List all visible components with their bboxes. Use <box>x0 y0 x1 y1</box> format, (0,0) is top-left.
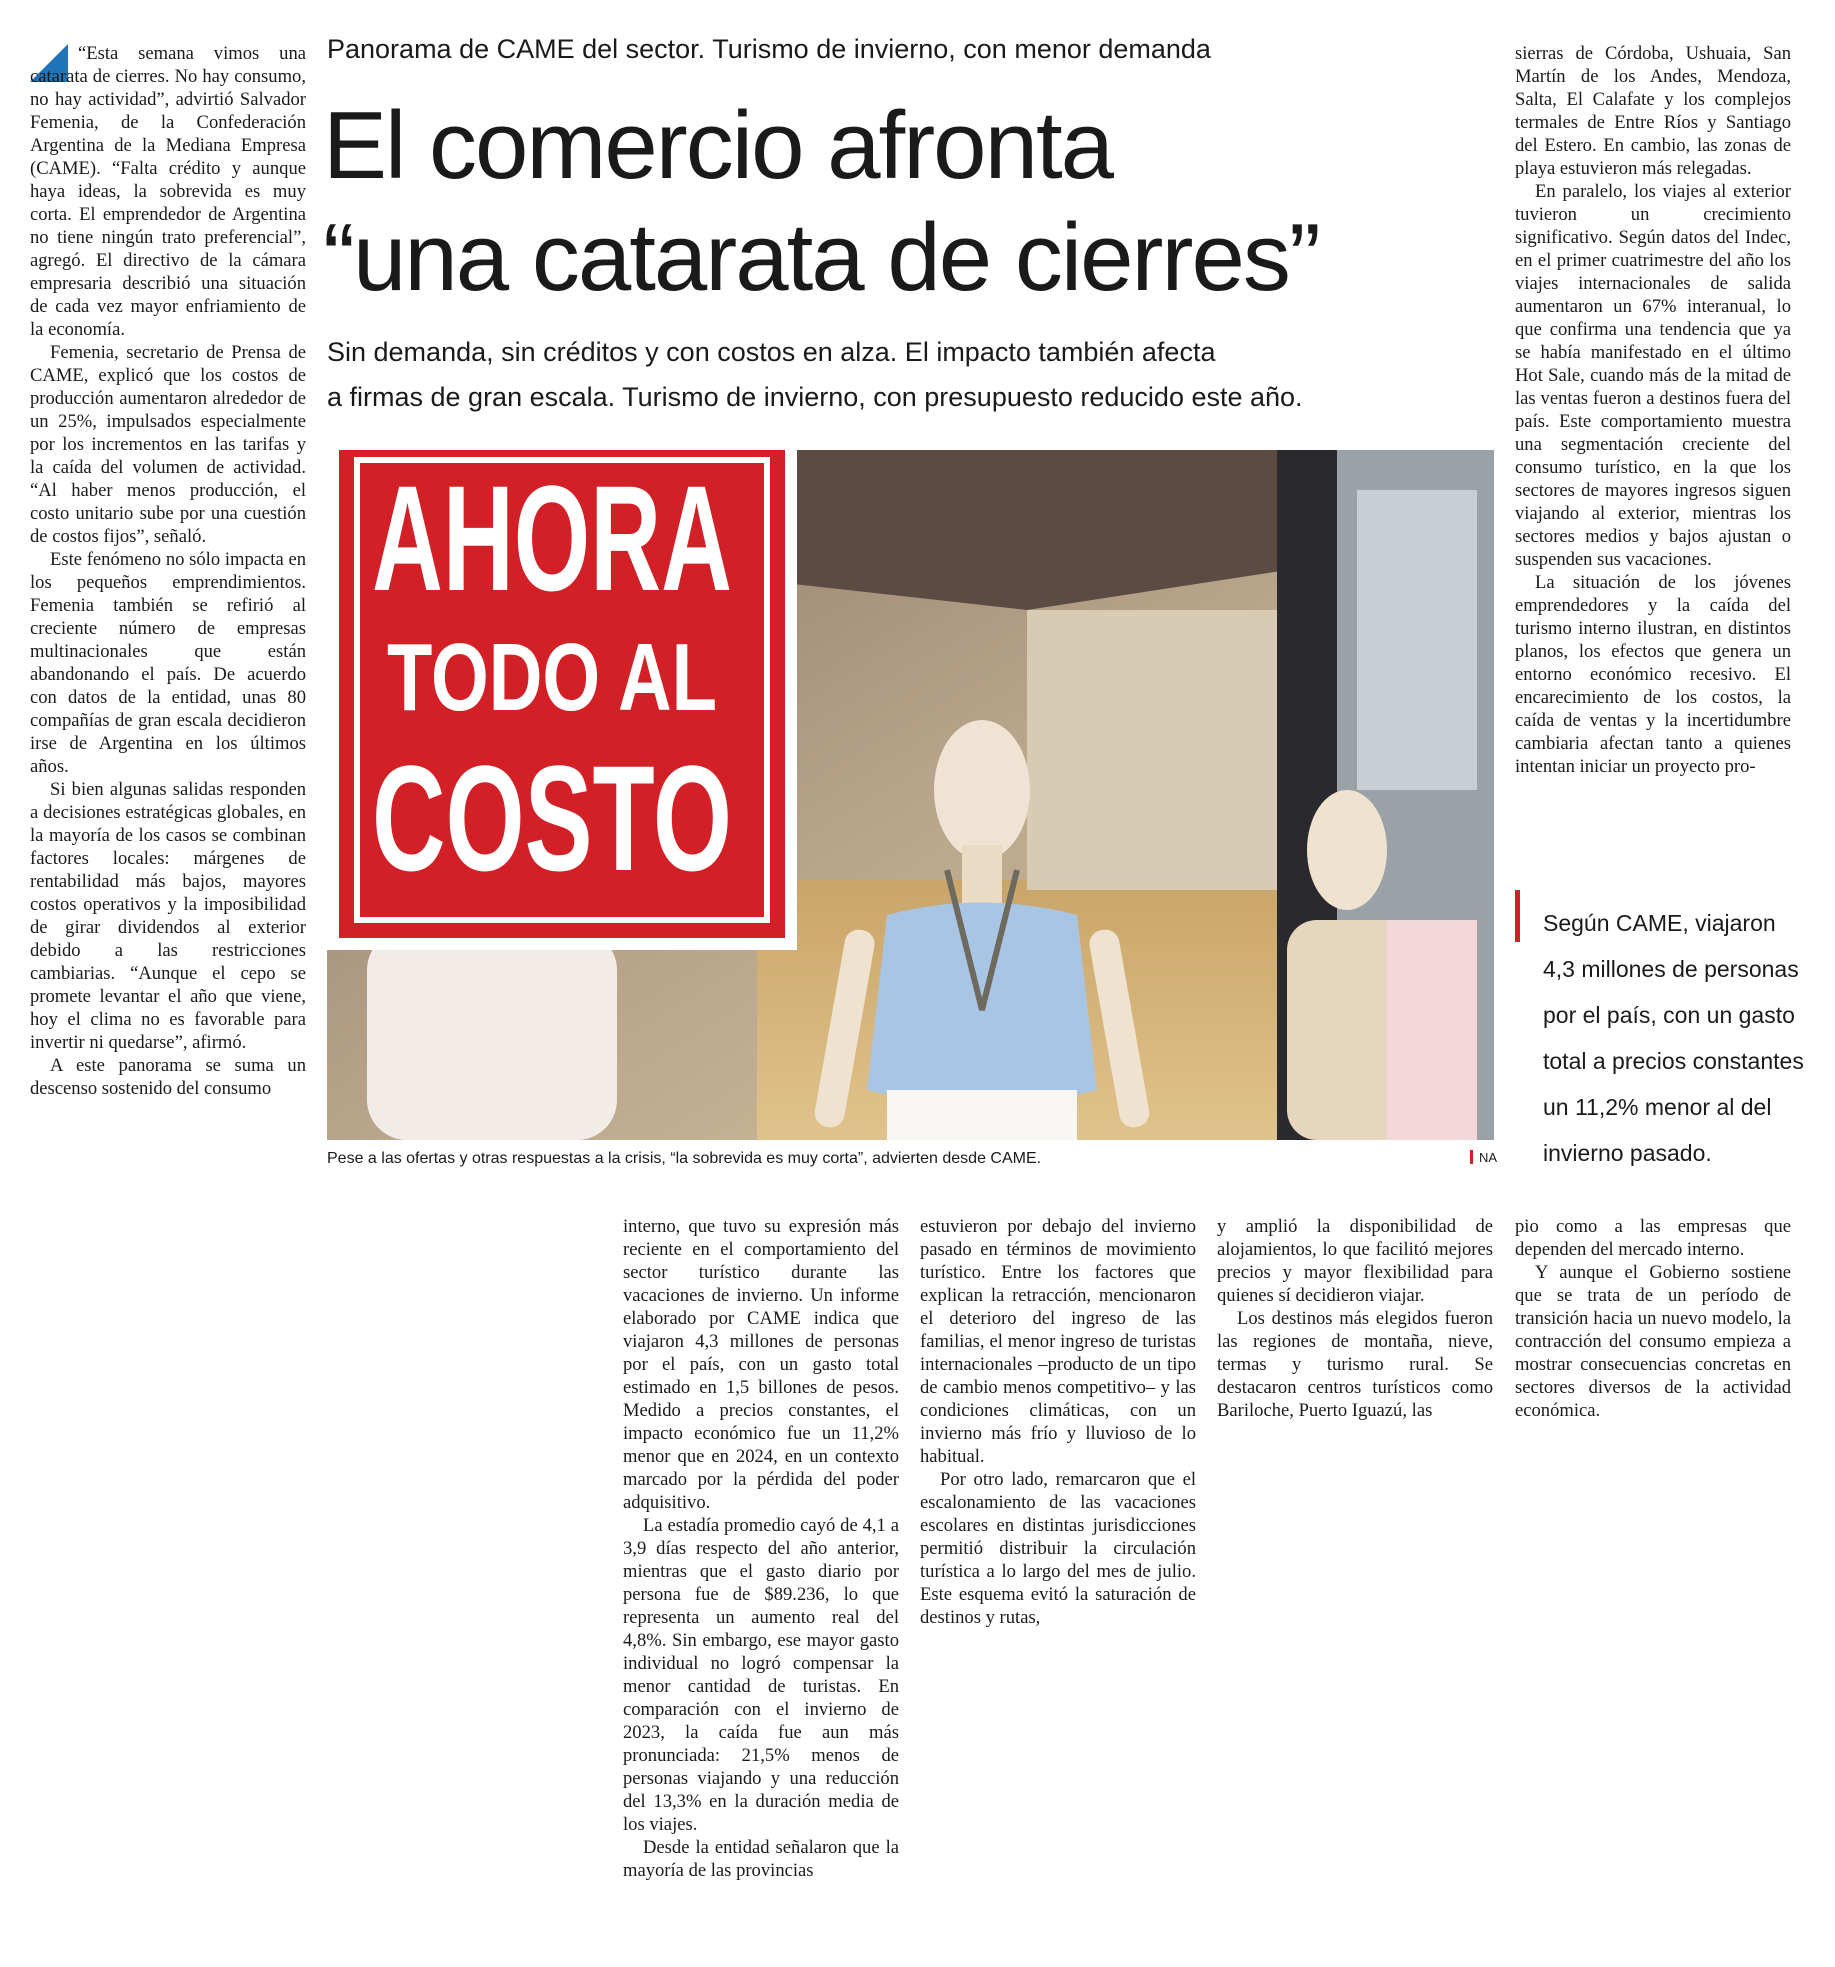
article-column-right <box>1515 42 1791 778</box>
paragraph: Los destinos más elegidos fueron las regiones de montaña, nieve, termas y turismo rural. Se destacaron centros turísticos como Bariloche, Puerto Iguazú, las <box>1217 1308 1493 1421</box>
paragraph: La estadía promedio cayó de 4,1 a 3,9 días respecto del año anterior, mientras que el gasto diario por persona fue de $89.236, lo que representa un aumento real del 4,8%. Sin embargo, ese mayor gasto individual no logró compensar la menor cantidad de turistas. En comparación con el invierno de 2023, la caída fue aun más pronunciada: 21,5% menos de personas viajando y una reducción del 13,3% en la duración media de los viajes. <box>623 1515 899 1835</box>
pull-quote-line: 4,3 millones de personas <box>1543 956 1799 982</box>
paragraph: y amplió la disponibilidad de alojamientos, lo que facilitó mejores precios y mayor flexibilidad para quienes sí decidieron viajar. <box>1217 1216 1493 1306</box>
paragraph: Femenia, secretario de Prensa de CAME, explicó que los costos de producción aumentaron alrededor de un 25%, impulsados especialmente por los incrementos en las tarifas y la caída del volumen de actividad. “Al haber menos producción, el costo unitario sube por una cuestión de costos fijos”, señaló. <box>30 342 306 547</box>
paragraph: Y aunque el Gobierno sostiene que se trata de un período de transición hacia un nuevo modelo, la contracción del consumo empieza a mostrar consecuencias concretas en sectores diversos de la actividad económica. <box>1515 1262 1791 1421</box>
article-column-bottom-1 <box>623 1215 899 1882</box>
headline-line: “una catarata de cierres” <box>323 204 1319 311</box>
pull-quote-bar <box>1515 890 1520 942</box>
deck-line: a firmas de gran escala. Turismo de invierno, con presupuesto reducido este año. <box>327 382 1303 412</box>
paragraph: A este panorama se suma un descenso sostenido del consumo <box>30 1055 306 1099</box>
photo-caption: Pese a las ofertas y otras respuestas a la crisis, “la sobrevida es muy corta”, advierten desde CAME. <box>327 1150 1042 1167</box>
pull-quote-line: un 11,2% menor al del <box>1543 1094 1772 1120</box>
headline-line: El comercio afronta <box>323 92 1113 199</box>
shop-window-illustration <box>327 450 1494 1140</box>
pull-quote-line: invierno pasado. <box>1543 1140 1712 1166</box>
article-column-left <box>30 42 306 1100</box>
paragraph: En paralelo, los viajes al exterior tuvieron un crecimiento significativo. Según datos del Indec, en el primer cuatrimestre del año los viajes internacionales de salida aumentaron un 67% interanual, lo que confirma una tendencia que ya se había manifestado en el último Hot Sale, cuando más de la mitad de las ventas fueron a destinos fuera del país. Este comportamiento muestra una segmentación creciente del consumo turístico, en la que los sectores de mayores ingresos siguen viajando al exterior, mientras los sectores medios y bajos ajustan o suspenden sus vacaciones. <box>1515 181 1791 570</box>
paragraph: sierras de Córdoba, Ushuaia, San Martín de los Andes, Mendoza, Salta, El Calafate y los complejos termales de Entre Ríos y Santiago del Estero. En cambio, las zonas de playa estuvieron más relegadas. <box>1515 43 1791 179</box>
sign-line-3: COSTO <box>372 734 732 902</box>
credit-marker <box>1470 1150 1473 1164</box>
paragraph: Si bien algunas salidas responden a decisiones estratégicas globales, en la mayoría de los casos se combinan factores locales: márgenes de rentabilidad más bajos, mayores costos operativos y la imposibilidad de girar dividendos al exterior debido a las restricciones cambiarias. “Aunque el cepo se promete levantar el año que viene, hoy el clima no es favorable para invertir ni quedarse”, afirmó. <box>30 779 306 1053</box>
article-column-bottom-3 <box>1217 1215 1493 1422</box>
paragraph: Este fenómeno no sólo impacta en los pequeños emprendimientos. Femenia también se refirió al creciente número de empresas multinacionales que están abandonando el país. De acuerdo con datos de la entidad, unas 80 compañías de gran escala decidieron irse de Argentina en los últimos años. <box>30 549 306 777</box>
paragraph: estuvieron por debajo del invierno pasado en términos de movimiento turístico. Entre los factores que explican la retracción, mencionaron el deterioro del ingreso de las familias, el menor ingreso de turistas internacionales –producto de un tipo de cambio menos competitivo– y las condiciones climáticas, con un invierno más frío y lluvioso de lo habitual. <box>920 1216 1196 1467</box>
paragraph: “Esta semana vimos una catarata de cierres. No hay consumo, no hay actividad”, advirtió Salvador Femenia, de la Confederación Argentina de la Mediana Empresa (CAME). “Falta crédito y aunque haya ideas, la sobrevida es muy corta. El emprendedor de Argentina no tiene ningún trato preferencial”, agregó. El directivo de la cámara empresaria describió una situación de cada vez mayor enfriamiento de la economía. <box>30 43 306 340</box>
credit-label: NA <box>1479 1150 1498 1165</box>
article-column-bottom-2 <box>920 1215 1196 1629</box>
deck-line: Sin demanda, sin créditos y con costos en alza. El impacto también afecta <box>327 337 1216 367</box>
sign-line-1: AHORA <box>372 454 732 622</box>
article-kicker: Panorama de CAME del sector. Turismo de invierno, con menor demanda <box>327 34 1211 64</box>
paragraph: Desde la entidad señalaron que la mayoría de las provincias <box>623 1837 899 1881</box>
sign-line-2: TODO AL <box>387 624 717 731</box>
pull-quote-line: por el país, con un gasto <box>1543 1002 1795 1028</box>
article-deck <box>327 330 1477 420</box>
article-column-bottom-4 <box>1515 1215 1791 1422</box>
paragraph: Por otro lado, remarcaron que el escalonamiento de las vacaciones escolares en distintas jurisdicciones permitió distribuir la circulación turística a lo largo del mes de julio. Este esquema evitó la saturación de destinos y rutas, <box>920 1469 1196 1628</box>
paragraph: pio como a las empresas que dependen del mercado interno. <box>1515 1216 1791 1260</box>
pull-quote-text <box>1543 900 1833 1176</box>
pull-quote-line: Según CAME, viajaron <box>1543 910 1776 936</box>
article-headline <box>323 90 1503 314</box>
article-photo <box>327 450 1494 1140</box>
paragraph: interno, que tuvo su expresión más reciente en el comportamiento del sector turístico durante las vacaciones de invierno. Un informe elaborado por CAME indica que viajaron 4,3 millones de personas por el país, con un gasto total estimado en 1,5 billones de pesos. Medido a precios constantes, el impacto económico fue un 11,2% menor que en 2024, en un contexto marcado por la pérdida del poder adquisitivo. <box>623 1216 899 1513</box>
pull-quote-line: total a precios constantes <box>1543 1048 1804 1074</box>
photo-credit <box>1470 1150 1497 1165</box>
paragraph: La situación de los jóvenes emprendedores y la caída del turismo interno ilustran, en distintos planos, los efectos que genera un entorno económico recesivo. El encarecimiento de los costos, la caída de ventas y la incertidumbre cambiaria afectan tanto a quienes intentan iniciar un proyecto pro- <box>1515 572 1791 777</box>
